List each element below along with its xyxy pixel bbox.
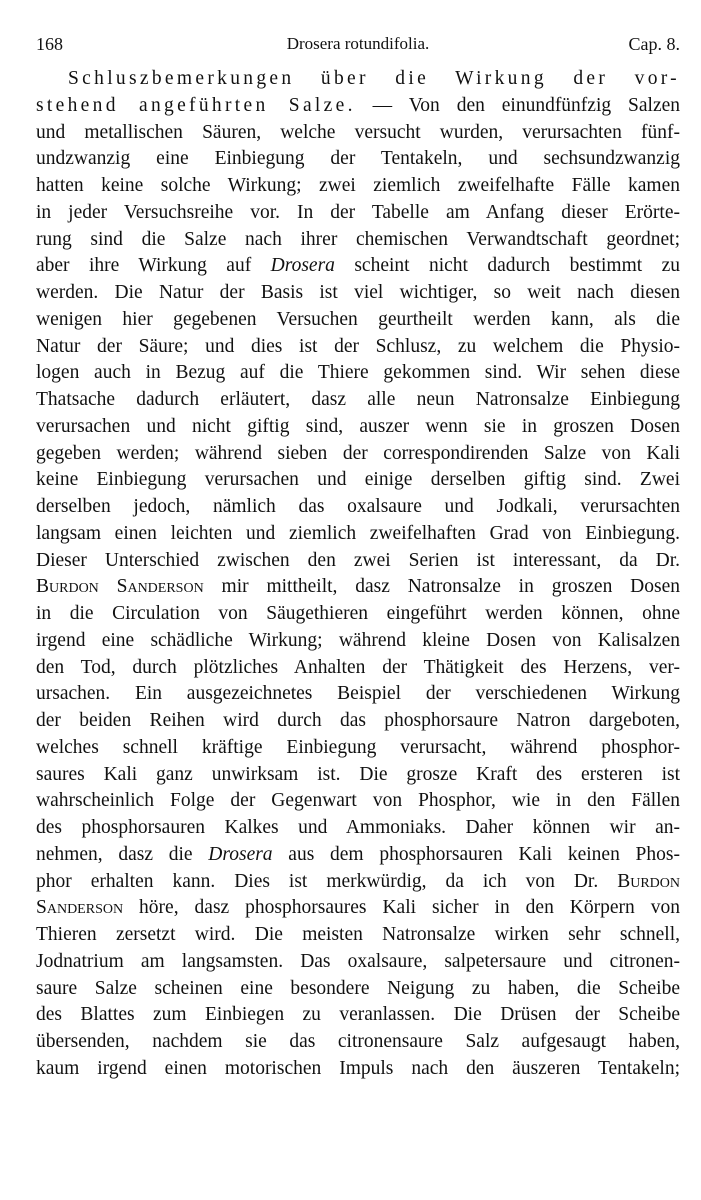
text-segment: aber ihre Wirkung auf [36, 255, 271, 277]
text-segment: logen auch in Bezug auf die Thiere gekommen sind. Wir sehen diese [36, 362, 680, 384]
text-segment: in die Circulation von Säugethieren eingeführt werden können, ohne [36, 603, 680, 624]
text-segment: derselben jedoch, nämlich das oxalsaure und Jodkali, verursachten [36, 496, 680, 517]
text-line [36, 387, 680, 414]
text-line [36, 628, 680, 655]
author-name: Sanderson [36, 897, 124, 919]
running-header [36, 34, 680, 58]
text-segment: langsam einen leichten und ziemlich zweifelhaften Grad von Einbiegung. [36, 522, 680, 544]
text-line [36, 655, 680, 682]
chapter-label: Cap. 8. [628, 34, 680, 54]
text-segment: keine Einbiegung verursachen und einige derselben giftig sind. Zwei [36, 469, 680, 491]
text-line [36, 601, 680, 628]
text-segment: irgend eine schädliche Wirkung; während kleine Dosen von Kalisalzen [36, 629, 680, 651]
text-line [36, 146, 680, 173]
text-line [36, 922, 680, 949]
text-line [36, 949, 680, 976]
text-line [36, 842, 680, 869]
text-segment: rung sind die Salze nach ihrer chemischen Verwandtschaft geordnet; [36, 228, 680, 250]
text-line [36, 735, 680, 762]
text-line [36, 360, 680, 387]
text-segment: phor erhalten kann. Dies ist merkwürdig, da ich von Dr. [36, 870, 618, 892]
text-line [36, 93, 680, 120]
text-segment: gegeben werden; während sieben der correspondirenden Salze von Kali [36, 442, 680, 464]
text-segment: Thieren zersetzt wird. Die meisten Natronsalze wirken sehr schnell, [36, 924, 680, 945]
body-text [36, 66, 680, 1083]
text-segment: des Blattes zum Einbiegen zu veranlassen. Die Drüsen der Scheibe [36, 1004, 680, 1026]
text-segment: übersenden, nachdem sie das citronensaure Salz aufgesaugt haben, [36, 1031, 680, 1052]
text-line [36, 200, 680, 227]
text-line [36, 574, 680, 601]
text-line [36, 334, 680, 361]
text-segment: Jodnatrium am langsamsten. Das oxalsaure, salpetersaure und citronen- [36, 950, 680, 972]
text-segment: saure Salze scheinen eine besondere Neigung zu haben, die Scheibe [36, 977, 680, 999]
spaced-heading: Schluszbemerkungen über die Wirkung der vor- [68, 68, 680, 89]
text-line [36, 895, 680, 922]
text-line [36, 521, 680, 548]
text-segment: welches schnell kräftige Einbiegung verursacht, während phosphor- [36, 736, 680, 758]
text-line [36, 227, 680, 254]
text-line [36, 280, 680, 307]
text-segment: Dieser Unterschied zwischen den zwei Serien ist interessant, da Dr. [36, 549, 680, 571]
text-segment: den Tod, durch plötzliches Anhalten der Thätigkeit des Herzens, ver- [36, 656, 680, 678]
text-segment: hatten keine solche Wirkung; zwei ziemlich zweifelhafte Fälle kamen [36, 175, 680, 196]
text-line [36, 414, 680, 441]
text-line [36, 307, 680, 334]
running-title: Drosera rotundifolia. [286, 34, 430, 53]
text-line [36, 815, 680, 842]
text-segment: verursachen und nicht giftig sind, auszer wenn sie in groszen Dosen [36, 415, 680, 437]
author-name: Burdon Sanderson [36, 576, 204, 598]
text-line [36, 467, 680, 494]
text-segment: werden. Die Natur der Basis ist viel wichtiger, so weit nach diesen [36, 282, 680, 303]
text-segment: ursachen. Ein ausgezeichnetes Beispiel der verschiedenen Wirkung [36, 683, 680, 705]
text-segment: Natur der Säure; und dies ist der Schlusz, zu welchem die Physio- [36, 335, 680, 357]
text-line [36, 681, 680, 708]
text-line [36, 494, 680, 521]
spaced-heading: stehend angeführten Salze. [36, 94, 356, 116]
text-segment: mir mittheilt, dasz Natronsalze in groszen Dosen [203, 576, 680, 598]
text-segment: aus dem phosphorsauren Kali keinen Phos- [272, 843, 680, 865]
text-line [36, 548, 680, 575]
text-line [36, 120, 680, 147]
page-number: 168 [36, 34, 63, 54]
text-line [36, 173, 680, 200]
text-line [36, 708, 680, 735]
text-segment: Thatsache dadurch erläutert, dasz alle neun Natronsalze Einbiegung [36, 389, 680, 410]
text-segment: in jeder Versuchsreihe vor. In der Tabelle am Anfang dieser Erörte- [36, 201, 680, 223]
text-segment: und metallischen Säuren, welche versucht wurden, verursachten fünf- [36, 121, 680, 143]
text-line [36, 1029, 680, 1056]
text-segment: — Von den einundfünfzig Salzen [355, 94, 680, 116]
text-line [36, 1056, 680, 1083]
text-line [36, 976, 680, 1003]
text-line [36, 762, 680, 789]
text-line [36, 66, 680, 93]
text-segment: nehmen, dasz die [36, 843, 209, 865]
text-segment: scheint nicht dadurch bestimmt zu [334, 255, 681, 277]
text-line [36, 253, 680, 280]
text-segment: saures Kali ganz unwirksam ist. Die grosze Kraft des ersteren ist [36, 763, 680, 785]
text-segment: kaum irgend einen motorischen Impuls nach den äuszeren Tentakeln; [36, 1057, 680, 1079]
text-segment: höre, dasz phosphorsaures Kali sicher in den Körpern von [123, 897, 680, 919]
author-name: Burdon [617, 870, 680, 892]
text-segment: des phosphorsauren Kalkes und Ammoniaks. Daher können wir an- [36, 817, 680, 838]
text-segment: wenigen hier gegebenen Versuchen geurtheilt werden kann, als die [36, 308, 680, 330]
text-line [36, 869, 680, 896]
text-segment: wahrscheinlich Folge der Gegenwart von Phosphor, wie in den Fällen [36, 790, 680, 812]
text-line [36, 441, 680, 468]
text-line [36, 1002, 680, 1029]
text-segment: undzwanzig eine Einbiegung der Tentakeln, und sechsundzwanzig [36, 148, 680, 170]
text-segment: der beiden Reihen wird durch das phosphorsaure Natron dargeboten, [36, 710, 680, 731]
text-line [36, 788, 680, 815]
italic-term: Drosera [270, 255, 335, 277]
italic-term: Drosera [208, 843, 273, 865]
